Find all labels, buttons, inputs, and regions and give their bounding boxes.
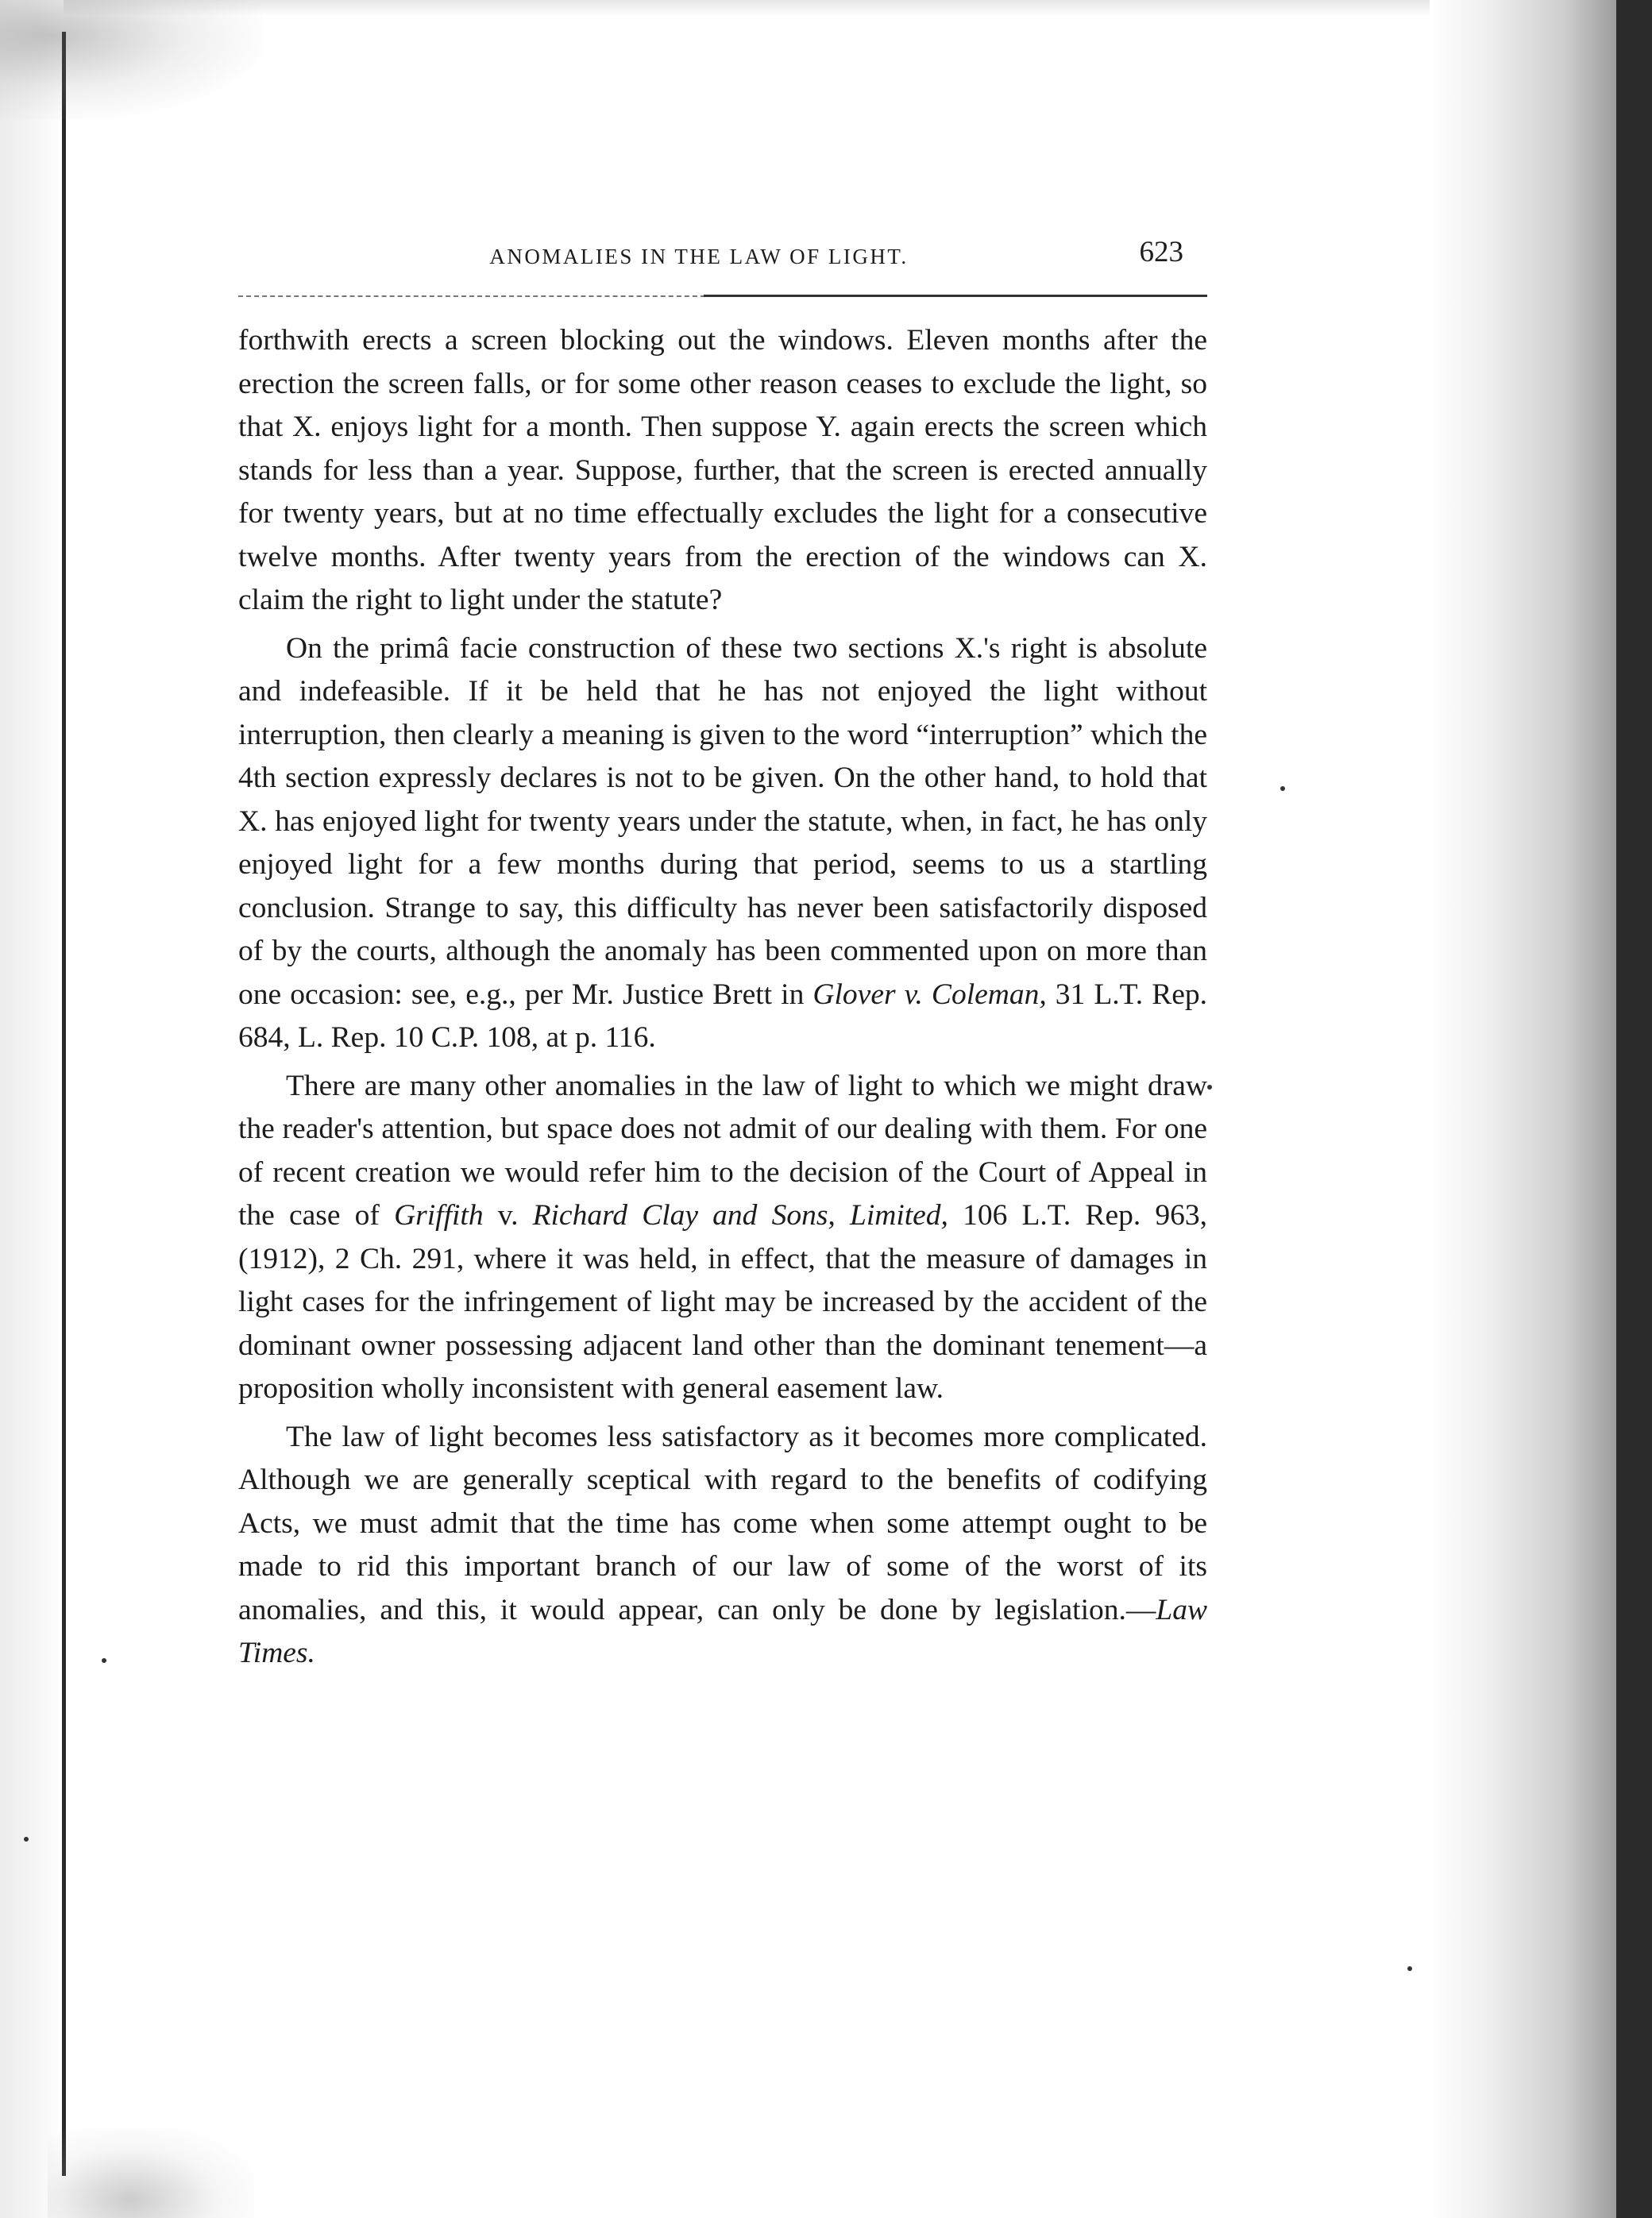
paragraph-1: forthwith erects a screen blocking out the windows. Eleven months after the erection the screen falls, or for some other reason ceases to exclude the light, so that X. enjoys light for a month. Then suppose Y. again erects the screen which stands for less than a year. Suppose, further, that the screen is erected annually for twenty years, but at no time effectually excludes the light for a consecutive twelve months. After twenty years from the erection of the windows can X. claim the right to light under the statute? bbox=[238, 324, 1207, 616]
paragraph-3 bbox=[238, 1065, 1207, 1411]
header-rule-solid bbox=[704, 295, 1207, 297]
case-citation: Richard Clay and Sons, Limited, bbox=[532, 1199, 948, 1232]
stray-mark bbox=[24, 1837, 29, 1842]
article-body bbox=[238, 319, 1207, 1676]
case-citation: Glover v. Coleman, bbox=[812, 978, 1047, 1011]
source-attribution: Law Times. bbox=[238, 1593, 1207, 1669]
scan-smudge-top bbox=[0, 0, 262, 119]
page-number: 623 bbox=[1139, 236, 1183, 268]
paragraph-4-text: The law of light becomes less satisfactory as it becomes more complicated. Although we are generally sceptical with regard to the benefits of codifying Acts, we must admit that the time has come when some attempt ought to be made to rid this important branch of our law of some of the worst of its anomalies, and this, it would appear, can only be done by legislation.— bbox=[238, 1420, 1207, 1626]
versus: v. bbox=[483, 1199, 533, 1232]
scan-top-shadow bbox=[64, 0, 1430, 16]
paragraph-2-text: On the primâ facie construction of these two sections X.'s right is absolute and indefeasible. If it be held that he has not enjoyed the light without interruption, then clearly a meaning is given to the word “interruption” which the 4th section expressly declares is not to be given. On the other hand, to hold that X. has enjoyed light for twenty years under the statute, when, in fact, he has only enjoyed light for a few months during that period, seems to us a startling conclusion. Strange to say, this difficulty has never been satisfactorily disposed of by the courts, although the anomaly has been commented upon on more than one occasion: see, e.g., per Mr. Justice Brett in bbox=[238, 631, 1207, 1011]
paragraph-2 bbox=[238, 627, 1207, 1060]
paragraph-3-text: There are many other anomalies in the law of light to which we might draw the reader's attention, but space does not admit of our dealing with them. For one of recent creation we would refer him to the decision of the Court of Appeal in the case of bbox=[238, 1069, 1207, 1232]
case-citation: Griffith bbox=[394, 1199, 484, 1232]
stray-mark bbox=[1280, 786, 1285, 791]
paragraph-4 bbox=[238, 1416, 1207, 1676]
running-head bbox=[238, 230, 1207, 286]
scan-left-margin bbox=[0, 0, 64, 2218]
paragraph-2-tail: 31 L.T. Rep. 684, L. Rep. 10 C.P. 108, at p. 116. bbox=[238, 978, 1207, 1054]
scan-smudge-bottom bbox=[48, 2128, 254, 2218]
stray-mark bbox=[1207, 1085, 1212, 1090]
book-page bbox=[238, 230, 1207, 1680]
stray-mark bbox=[1407, 1966, 1412, 1971]
stray-mark bbox=[102, 1658, 106, 1663]
scan-right-edge bbox=[1616, 0, 1652, 2218]
running-title: ANOMALIES IN THE LAW OF LIGHT. bbox=[489, 245, 909, 268]
paragraph-3-tail: 106 L.T. Rep. 963, (1912), 2 Ch. 291, where it was held, in effect, that the measure of damages in light cases for the infringement of light may be increased by the accident of the dominant owner possessing adjacent land other than the dominant tenement—a proposition wholly inconsistent with general easement law. bbox=[238, 1199, 1207, 1405]
binding-edge bbox=[62, 32, 66, 2176]
